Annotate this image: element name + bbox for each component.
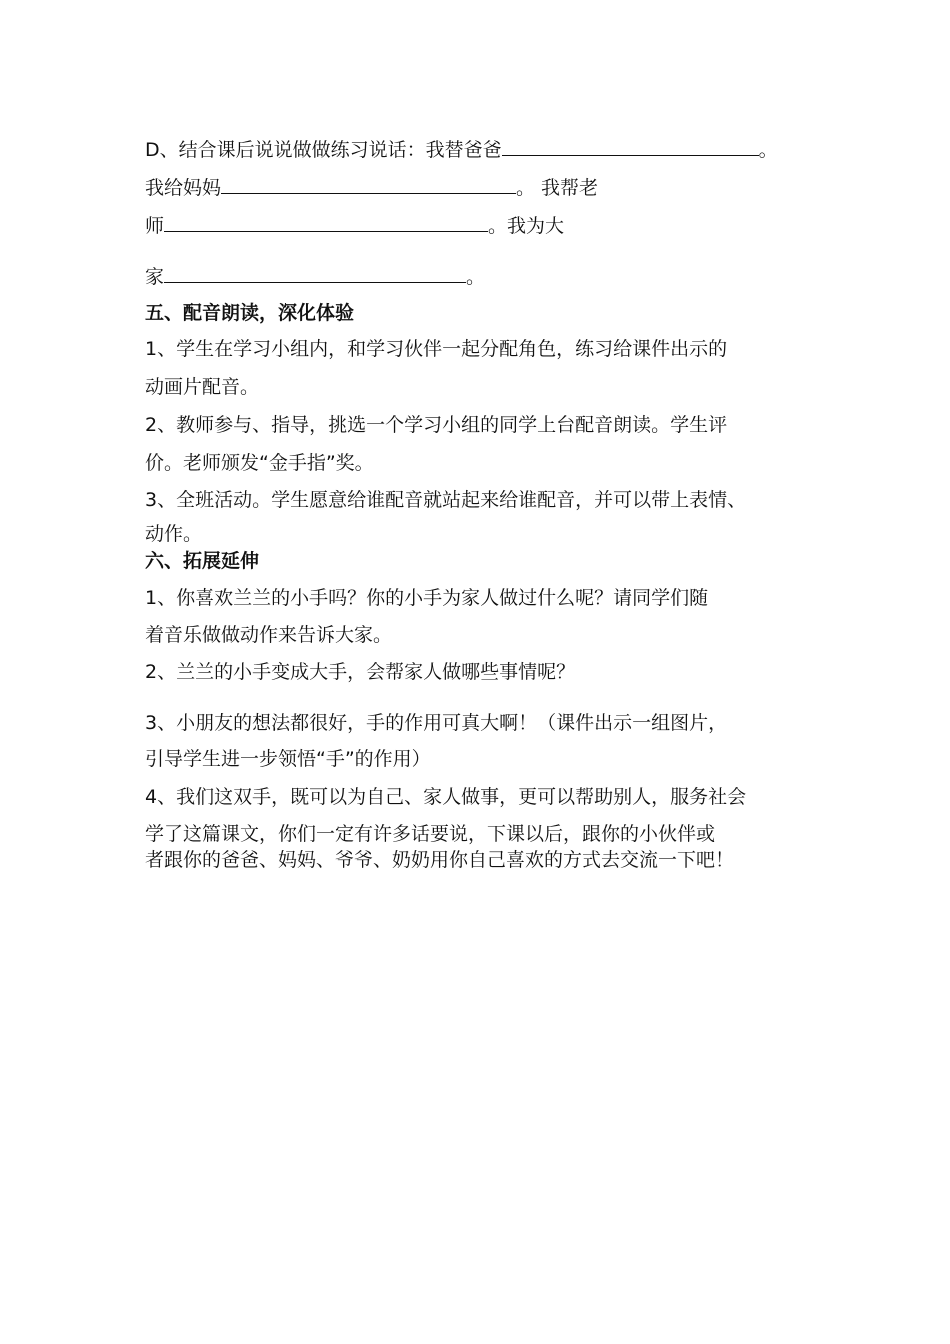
exercise-line-4 bbox=[145, 264, 485, 290]
exercise-text: 。 bbox=[758, 139, 778, 161]
fill-blank bbox=[502, 137, 759, 156]
exercise-text: 。 我帮老 bbox=[516, 177, 599, 199]
paragraph-line: 3、小朋友的想法都很好，手的作用可真大啊！（课件出示一组图片， bbox=[145, 712, 728, 734]
exercise-line-2 bbox=[145, 175, 598, 201]
fill-blank bbox=[221, 175, 516, 194]
exercise-text: 。 bbox=[466, 266, 486, 288]
paragraph-line: 学了这篇课文，你们一定有许多话要说，下课以后，跟你的小伙伴或 bbox=[145, 823, 716, 845]
section-heading-5: 五、配音朗读，深化体验 bbox=[145, 302, 355, 324]
exercise-text: 师 bbox=[145, 215, 165, 237]
section-heading-6: 六、拓展延伸 bbox=[145, 550, 260, 572]
paragraph-line: 2、兰兰的小手变成大手，会帮家人做哪些事情呢？ bbox=[145, 661, 576, 683]
fill-blank bbox=[164, 213, 488, 232]
paragraph-line: 1、学生在学习小组内，和学习伙伴一起分配角色，练习给课件出示的 bbox=[145, 338, 728, 360]
exercise-text: D、结合课后说说做做练习说话：我替爸爸 bbox=[145, 139, 502, 161]
exercise-text: 家 bbox=[145, 266, 165, 288]
exercise-text: 。我为大 bbox=[488, 215, 565, 237]
exercise-line-3 bbox=[145, 213, 564, 239]
paragraph-line: 着音乐做做动作来告诉大家。 bbox=[145, 624, 393, 646]
paragraph-line: 引导学生进一步领悟“手”的作用） bbox=[145, 748, 431, 770]
paragraph-line: 价。老师颁发“金手指”奖。 bbox=[145, 452, 374, 474]
paragraph-line: 3、全班活动。学生愿意给谁配音就站起来给谁配音，并可以带上表情、 bbox=[145, 489, 747, 511]
paragraph-line: 动画片配音。 bbox=[145, 376, 260, 398]
paragraph-line: 2、教师参与、指导，挑选一个学习小组的同学上台配音朗读。学生评 bbox=[145, 414, 728, 436]
fill-blank bbox=[164, 264, 466, 283]
paragraph-line: 者跟你的爸爸、妈妈、爷爷、奶奶用你自己喜欢的方式去交流一下吧！ bbox=[145, 849, 735, 871]
exercise-line-1 bbox=[145, 137, 778, 163]
exercise-text: 我给妈妈 bbox=[145, 177, 222, 199]
paragraph-line: 动作。 bbox=[145, 523, 203, 545]
paragraph-line: 4、我们这双手，既可以为自己、家人做事，更可以帮助别人，服务社会 bbox=[145, 786, 747, 808]
paragraph-line: 1、你喜欢兰兰的小手吗？你的小手为家人做过什么呢？请同学们随 bbox=[145, 587, 709, 609]
